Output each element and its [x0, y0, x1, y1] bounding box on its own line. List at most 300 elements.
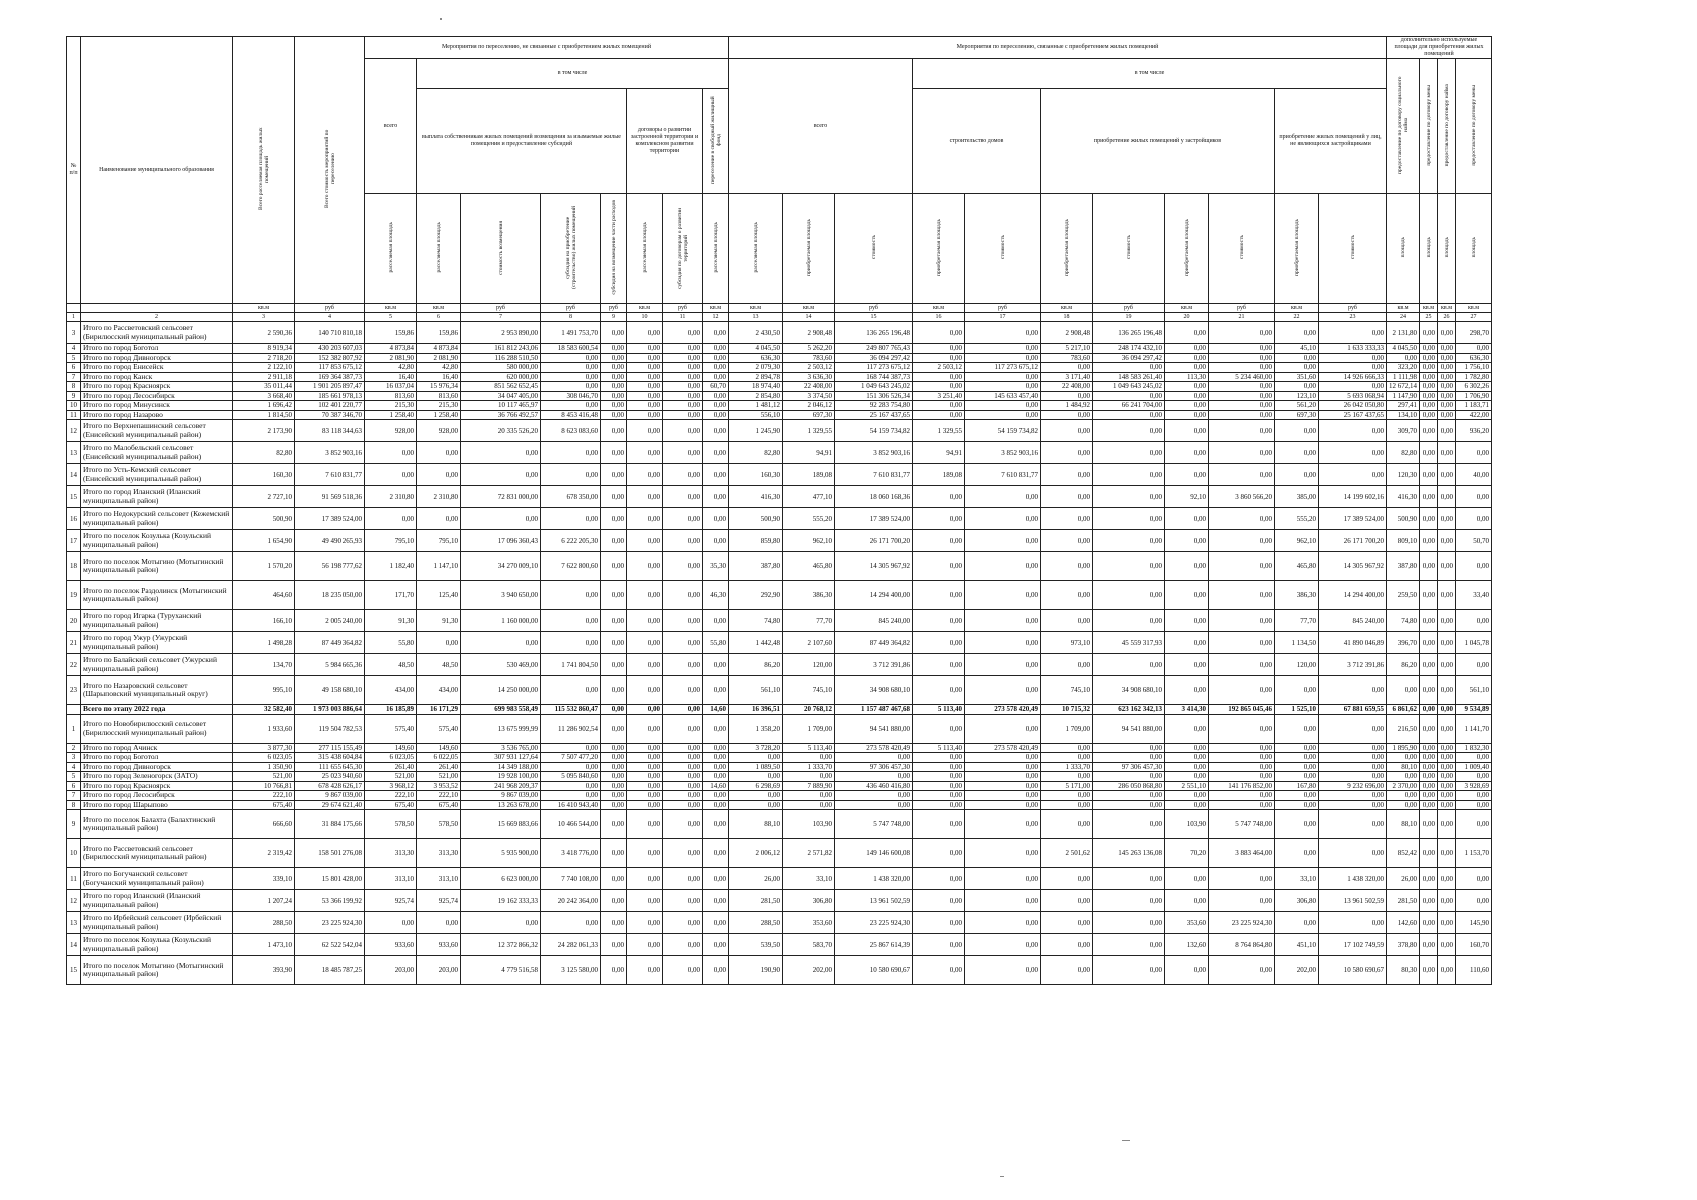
- value-cell: 2 854,80: [729, 391, 783, 401]
- table-row: [67, 382, 1492, 392]
- value-cell: 386,30: [783, 581, 835, 610]
- value-cell: 0,00: [541, 363, 601, 373]
- value-cell: 18 060 168,36: [835, 486, 913, 508]
- value-cell: 0,00: [627, 800, 663, 810]
- value-cell: 0,00: [601, 705, 627, 715]
- header-incl: в том числе: [417, 59, 729, 89]
- value-cell: 160,70: [1456, 934, 1492, 956]
- value-cell: 0,00: [1420, 486, 1438, 508]
- col-cost-comp: стоимость возмещения: [461, 194, 541, 304]
- value-cell: 0,00: [913, 800, 965, 810]
- value-cell: 0,00: [703, 956, 729, 985]
- row-number: 10: [67, 401, 81, 411]
- value-cell: 0,00: [1319, 464, 1387, 486]
- value-cell: 851 562 652,45: [461, 382, 541, 392]
- col-cost: стоимость: [835, 194, 913, 304]
- value-cell: 0,00: [663, 581, 703, 610]
- value-cell: 113,30: [1165, 372, 1209, 382]
- value-cell: 0,00: [627, 772, 663, 782]
- value-cell: 0,00: [1456, 753, 1492, 763]
- unit-cell: руб: [461, 304, 541, 313]
- column-number-cell: 27: [1456, 313, 1492, 322]
- value-cell: 149,60: [417, 743, 461, 753]
- value-cell: 0,00: [1275, 442, 1319, 464]
- value-cell: 292,90: [729, 581, 783, 610]
- value-cell: 86,20: [1387, 654, 1420, 676]
- col-commissioned-area: приобретаемая площадь: [1165, 194, 1209, 304]
- column-number-cell: 25: [1420, 313, 1438, 322]
- value-cell: 0,00: [1093, 363, 1165, 373]
- value-cell: 7 740 108,00: [541, 868, 601, 890]
- value-cell: 0,00: [1420, 676, 1438, 705]
- col-subsidy-tenant: субсидия на возмещение части расходов: [601, 194, 627, 304]
- municipality-name: Итого по город Лесосибирск: [81, 391, 233, 401]
- value-cell: 1 049 643 245,02: [1093, 382, 1165, 392]
- value-cell: 0,00: [601, 391, 627, 401]
- col-built-cost: стоимость: [1093, 194, 1165, 304]
- value-cell: 0,00: [965, 552, 1041, 581]
- value-cell: 0,00: [1319, 714, 1387, 743]
- value-cell: 464,60: [233, 581, 295, 610]
- value-cell: 298,70: [1456, 322, 1492, 344]
- value-cell: 9 534,89: [1456, 705, 1492, 715]
- value-cell: 49 158 680,10: [295, 676, 365, 705]
- value-cell: 0,00: [965, 382, 1041, 392]
- value-cell: 3 860 566,20: [1209, 486, 1275, 508]
- value-cell: 0,00: [1438, 410, 1456, 420]
- value-cell: 575,40: [417, 714, 461, 743]
- municipality-name: Итого по поселок Мотыгино (Мотыгинский муниципальный район): [81, 956, 233, 985]
- value-cell: 0,00: [965, 912, 1041, 934]
- value-cell: 1 484,92: [1041, 401, 1093, 411]
- value-cell: 0,00: [1456, 772, 1492, 782]
- value-cell: 0,00: [965, 322, 1041, 344]
- value-cell: 422,00: [1456, 410, 1492, 420]
- value-cell: 0,00: [1093, 890, 1165, 912]
- municipality-name: Итого по поселок Балахта (Балахтинский муниципальный район): [81, 810, 233, 839]
- value-cell: 2 005 240,00: [295, 610, 365, 632]
- value-cell: 3 852 903,16: [295, 442, 365, 464]
- value-cell: 88,10: [1387, 810, 1420, 839]
- value-cell: 1 157 487 467,68: [835, 705, 913, 715]
- value-cell: 933,60: [365, 934, 417, 956]
- value-cell: 40,00: [1456, 464, 1492, 486]
- value-cell: 0,00: [663, 714, 703, 743]
- value-cell: 0,00: [703, 363, 729, 373]
- value-cell: 0,00: [601, 363, 627, 373]
- value-cell: 0,00: [965, 508, 1041, 530]
- value-cell: 0,00: [601, 486, 627, 508]
- value-cell: 0,00: [1275, 772, 1319, 782]
- unit-cell: руб: [965, 304, 1041, 313]
- value-cell: 0,00: [627, 420, 663, 442]
- value-cell: 152 382 807,92: [295, 353, 365, 363]
- value-cell: 430 203 607,03: [295, 344, 365, 354]
- value-cell: 14 250 000,00: [461, 676, 541, 705]
- value-cell: 288,50: [729, 912, 783, 934]
- value-cell: 0,00: [1319, 322, 1387, 344]
- value-cell: 34 270 009,10: [461, 552, 541, 581]
- value-cell: 583,70: [783, 934, 835, 956]
- value-cell: 0,00: [1438, 934, 1456, 956]
- value-cell: 0,00: [703, 912, 729, 934]
- table-row: [67, 401, 1492, 411]
- value-cell: 0,00: [1165, 508, 1209, 530]
- row-number: 15: [67, 486, 81, 508]
- value-cell: 0,00: [601, 464, 627, 486]
- value-cell: 0,00: [1275, 353, 1319, 363]
- value-cell: 0,00: [1209, 676, 1275, 705]
- value-cell: 77,70: [783, 610, 835, 632]
- municipality-name: Итого по Малобельский сельсовет (Енисейский муниципальный район): [81, 442, 233, 464]
- value-cell: 0,00: [541, 382, 601, 392]
- value-cell: 26 171 700,20: [835, 530, 913, 552]
- value-cell: 0,00: [601, 810, 627, 839]
- value-cell: 80,10: [1387, 762, 1420, 772]
- value-cell: 14 349 188,00: [461, 762, 541, 772]
- value-cell: 4 779 516,58: [461, 956, 541, 985]
- value-cell: 97 306 457,30: [835, 762, 913, 772]
- row-number: 11: [67, 868, 81, 890]
- value-cell: 1 481,12: [729, 401, 783, 411]
- value-cell: 0,00: [1165, 743, 1209, 753]
- value-cell: 0,00: [663, 912, 703, 934]
- value-cell: 72 831 000,00: [461, 486, 541, 508]
- value-cell: 222,10: [417, 791, 461, 801]
- value-cell: 0,00: [1093, 410, 1165, 420]
- municipality-name: Итого по Богучанский сельсовет (Богучанский муниципальный район): [81, 868, 233, 890]
- value-cell: 1 973 003 886,64: [295, 705, 365, 715]
- value-cell: 0,00: [1456, 890, 1492, 912]
- row-number: 6: [67, 781, 81, 791]
- value-cell: 0,00: [1319, 800, 1387, 810]
- header-total-cost: Всего стоимость мероприятий по переселению: [295, 37, 365, 304]
- value-cell: 0,00: [627, 810, 663, 839]
- value-cell: 202,00: [1275, 956, 1319, 985]
- value-cell: 49 490 265,93: [295, 530, 365, 552]
- unit-cell: кв.м: [783, 304, 835, 313]
- value-cell: 0,00: [1456, 610, 1492, 632]
- value-cell: 0,00: [1093, 743, 1165, 753]
- value-cell: 933,60: [417, 934, 461, 956]
- value-cell: 0,00: [663, 753, 703, 763]
- value-cell: 434,00: [417, 676, 461, 705]
- municipality-name: Итого по Недокурский сельсовет (Кежемский муниципальный район): [81, 508, 233, 530]
- value-cell: 0,00: [965, 781, 1041, 791]
- value-cell: 50,70: [1456, 530, 1492, 552]
- column-number-cell: 21: [1209, 313, 1275, 322]
- value-cell: 636,30: [729, 353, 783, 363]
- value-cell: 0,00: [1438, 868, 1456, 890]
- value-cell: 103,90: [1165, 810, 1209, 839]
- value-cell: 1 895,90: [1387, 743, 1420, 753]
- value-cell: 0,00: [913, 714, 965, 743]
- value-cell: 169 364 387,73: [295, 372, 365, 382]
- unit-cell: кв.м: [913, 304, 965, 313]
- table-row: [67, 632, 1492, 654]
- scan-speck: [440, 18, 442, 20]
- value-cell: 87 449 364,82: [835, 632, 913, 654]
- value-cell: 0,00: [1438, 610, 1456, 632]
- value-cell: 0,00: [627, 322, 663, 344]
- units-row: [67, 304, 1492, 313]
- value-cell: 1 438 320,00: [1319, 868, 1387, 890]
- value-cell: 222,10: [365, 791, 417, 801]
- value-cell: 248 174 432,10: [1093, 344, 1165, 354]
- value-cell: 120,00: [1275, 654, 1319, 676]
- value-cell: 277 115 155,49: [295, 743, 365, 753]
- value-cell: 2 370,00: [1387, 781, 1420, 791]
- value-cell: 94 541 880,00: [835, 714, 913, 743]
- value-cell: 0,00: [1165, 442, 1209, 464]
- value-cell: 0,00: [663, 800, 703, 810]
- col-extra-area-4: площадь: [1456, 194, 1492, 304]
- value-cell: 1 183,71: [1456, 401, 1492, 411]
- value-cell: 309,70: [1387, 420, 1420, 442]
- value-cell: 0,00: [1438, 363, 1456, 373]
- value-cell: 22 408,00: [783, 382, 835, 392]
- value-cell: 0,00: [365, 464, 417, 486]
- unit-cell: руб: [835, 304, 913, 313]
- value-cell: 636,30: [1456, 353, 1492, 363]
- value-cell: 0,00: [601, 420, 627, 442]
- value-cell: 0,00: [601, 714, 627, 743]
- column-number-cell: 4: [295, 313, 365, 322]
- table-row: [67, 772, 1492, 782]
- value-cell: 0,00: [1275, 800, 1319, 810]
- value-cell: 215,30: [365, 401, 417, 411]
- row-number: 2: [67, 743, 81, 753]
- value-cell: 22 408,00: [1041, 382, 1093, 392]
- value-cell: 11 286 902,54: [541, 714, 601, 743]
- value-cell: 0,00: [1275, 753, 1319, 763]
- unit-cell: кв.м: [1165, 304, 1209, 313]
- value-cell: 1 153,70: [1456, 839, 1492, 868]
- value-cell: 0,00: [913, 372, 965, 382]
- value-cell: 3 852 903,16: [965, 442, 1041, 464]
- value-cell: 34 908 680,10: [835, 676, 913, 705]
- value-cell: 0,00: [1420, 610, 1438, 632]
- value-cell: 222,10: [233, 791, 295, 801]
- value-cell: 13 961 502,59: [1319, 890, 1387, 912]
- value-cell: 0,00: [1093, 420, 1165, 442]
- value-cell: 0,00: [1438, 353, 1456, 363]
- value-cell: 0,00: [627, 486, 663, 508]
- value-cell: 0,00: [1456, 868, 1492, 890]
- value-cell: 0,00: [461, 632, 541, 654]
- value-cell: 3 418 776,00: [541, 839, 601, 868]
- value-cell: 0,00: [913, 781, 965, 791]
- value-cell: 0,00: [663, 934, 703, 956]
- value-cell: 623 162 342,13: [1093, 705, 1165, 715]
- value-cell: 74,80: [729, 610, 783, 632]
- value-cell: 1 134,50: [1275, 632, 1319, 654]
- value-cell: 0,00: [1041, 912, 1093, 934]
- value-cell: 0,00: [913, 890, 965, 912]
- value-cell: 0,00: [913, 868, 965, 890]
- value-cell: 0,00: [417, 912, 461, 934]
- value-cell: 0,00: [627, 743, 663, 753]
- value-cell: 46,30: [703, 581, 729, 610]
- value-cell: 0,00: [601, 781, 627, 791]
- value-cell: 0,00: [663, 382, 703, 392]
- column-number-cell: 12: [703, 313, 729, 322]
- resettlement-table: [66, 36, 1492, 985]
- value-cell: 0,00: [1041, 956, 1093, 985]
- value-cell: 0,00: [1093, 530, 1165, 552]
- row-number: 11: [67, 410, 81, 420]
- value-cell: 3 852 903,16: [835, 442, 913, 464]
- value-cell: 0,00: [601, 610, 627, 632]
- value-cell: 0,00: [913, 344, 965, 354]
- value-cell: 1 756,10: [1456, 363, 1492, 373]
- value-cell: 0,00: [703, 743, 729, 753]
- value-cell: 351,60: [1275, 372, 1319, 382]
- value-cell: 2 501,62: [1041, 839, 1093, 868]
- value-cell: 116 288 510,50: [461, 353, 541, 363]
- value-cell: 1 182,40: [365, 552, 417, 581]
- value-cell: 41 890 046,89: [1319, 632, 1387, 654]
- value-cell: 1 832,30: [1456, 743, 1492, 753]
- value-cell: 0,00: [1209, 363, 1275, 373]
- value-cell: 0,00: [1275, 464, 1319, 486]
- header-group-acquire: Мероприятия по переселению, связанные с приобретением жилых помещений: [729, 37, 1387, 59]
- value-cell: 0,00: [1093, 442, 1165, 464]
- value-cell: 795,10: [417, 530, 461, 552]
- value-cell: 852,42: [1387, 839, 1420, 868]
- value-cell: 161 812 243,06: [461, 344, 541, 354]
- value-cell: 18 235 050,00: [295, 581, 365, 610]
- value-cell: 0,00: [663, 705, 703, 715]
- value-cell: 0,00: [541, 632, 601, 654]
- value-cell: 3 928,69: [1456, 781, 1492, 791]
- value-cell: 0,00: [627, 382, 663, 392]
- value-cell: 0,00: [1209, 344, 1275, 354]
- value-cell: 1 258,40: [417, 410, 461, 420]
- value-cell: 203,00: [417, 956, 461, 985]
- value-cell: 0,00: [1093, 654, 1165, 676]
- value-cell: 0,00: [1041, 442, 1093, 464]
- value-cell: 136 265 196,48: [1093, 322, 1165, 344]
- municipality-name: Итого по поселок Козулька (Козульский муниципальный район): [81, 530, 233, 552]
- value-cell: 0,00: [627, 781, 663, 791]
- value-cell: 0,00: [601, 800, 627, 810]
- value-cell: 0,00: [663, 762, 703, 772]
- header-extra-1: предоставление по договору социального найма: [1387, 59, 1420, 194]
- value-cell: 16 171,29: [417, 705, 461, 715]
- row-number: 23: [67, 676, 81, 705]
- value-cell: 0,00: [913, 810, 965, 839]
- value-cell: 3 536 765,00: [461, 743, 541, 753]
- value-cell: 91 569 518,36: [295, 486, 365, 508]
- value-cell: 1 570,20: [233, 552, 295, 581]
- header-row-no: № п/п: [67, 37, 81, 304]
- value-cell: 0,00: [1438, 810, 1456, 839]
- value-cell: 387,80: [1387, 552, 1420, 581]
- value-cell: 0,00: [965, 839, 1041, 868]
- value-cell: 0,00: [1209, 552, 1275, 581]
- value-cell: 0,00: [1275, 382, 1319, 392]
- value-cell: 17 389 524,00: [1319, 508, 1387, 530]
- value-cell: 0,00: [663, 530, 703, 552]
- value-cell: 10 580 690,67: [1319, 956, 1387, 985]
- row-number: [67, 705, 81, 715]
- value-cell: 0,00: [1438, 714, 1456, 743]
- table-row: [67, 956, 1492, 985]
- value-cell: 60,70: [703, 382, 729, 392]
- value-cell: 91,30: [417, 610, 461, 632]
- value-cell: 0,00: [703, 322, 729, 344]
- value-cell: 0,00: [1209, 753, 1275, 763]
- value-cell: 92 283 754,80: [835, 401, 913, 411]
- value-cell: 2 911,18: [233, 372, 295, 382]
- value-cell: 2 079,30: [729, 363, 783, 373]
- table-row: [67, 363, 1492, 373]
- value-cell: 465,80: [1275, 552, 1319, 581]
- column-number-cell: 2: [81, 313, 233, 322]
- value-cell: 14 926 666,33: [1319, 372, 1387, 382]
- value-cell: 0,00: [601, 676, 627, 705]
- table-row: [67, 410, 1492, 420]
- value-cell: 0,00: [627, 753, 663, 763]
- value-cell: 1 258,40: [365, 410, 417, 420]
- value-cell: 48,50: [417, 654, 461, 676]
- table-row: [67, 676, 1492, 705]
- value-cell: 94,91: [913, 442, 965, 464]
- column-number-cell: 17: [965, 313, 1041, 322]
- value-cell: 92,10: [1165, 486, 1209, 508]
- value-cell: 2 503,12: [913, 363, 965, 373]
- value-cell: 0,00: [913, 839, 965, 868]
- value-cell: 313,10: [365, 868, 417, 890]
- value-cell: 3 968,12: [365, 781, 417, 791]
- value-cell: 0,00: [703, 420, 729, 442]
- value-cell: 241 968 209,37: [461, 781, 541, 791]
- value-cell: 0,00: [627, 353, 663, 363]
- value-cell: 0,00: [663, 810, 703, 839]
- value-cell: 0,00: [663, 508, 703, 530]
- table-row: [67, 372, 1492, 382]
- value-cell: 119 504 782,53: [295, 714, 365, 743]
- value-cell: 0,00: [1041, 743, 1093, 753]
- value-cell: 25 167 437,65: [1319, 410, 1387, 420]
- value-cell: 33,40: [1456, 581, 1492, 610]
- column-number-cell: 14: [783, 313, 835, 322]
- value-cell: 416,30: [1387, 486, 1420, 508]
- header-extra-3: предоставление по договору найма: [1438, 59, 1456, 194]
- value-cell: 2 727,10: [233, 486, 295, 508]
- value-cell: 70,20: [1165, 839, 1209, 868]
- column-number-cell: 15: [835, 313, 913, 322]
- value-cell: 0,00: [1209, 890, 1275, 912]
- value-cell: 0,00: [965, 344, 1041, 354]
- header-total-area: Всего расселяемая площадь жилых помещений: [233, 37, 295, 304]
- value-cell: 117 273 675,12: [965, 363, 1041, 373]
- value-cell: 115 532 860,47: [541, 705, 601, 715]
- value-cell: 0,00: [703, 372, 729, 382]
- value-cell: 0,00: [1319, 676, 1387, 705]
- value-cell: 0,00: [1209, 508, 1275, 530]
- value-cell: 0,00: [1209, 322, 1275, 344]
- value-cell: 0,00: [1041, 934, 1093, 956]
- value-cell: 0,00: [663, 344, 703, 354]
- row-number: 7: [67, 372, 81, 382]
- value-cell: 0,00: [1420, 382, 1438, 392]
- column-number-cell: 9: [601, 313, 627, 322]
- value-cell: 0,00: [703, 762, 729, 772]
- col-subsidy-dev: субсидия по договорам о развитии территорий: [663, 194, 703, 304]
- value-cell: 0,00: [1041, 420, 1093, 442]
